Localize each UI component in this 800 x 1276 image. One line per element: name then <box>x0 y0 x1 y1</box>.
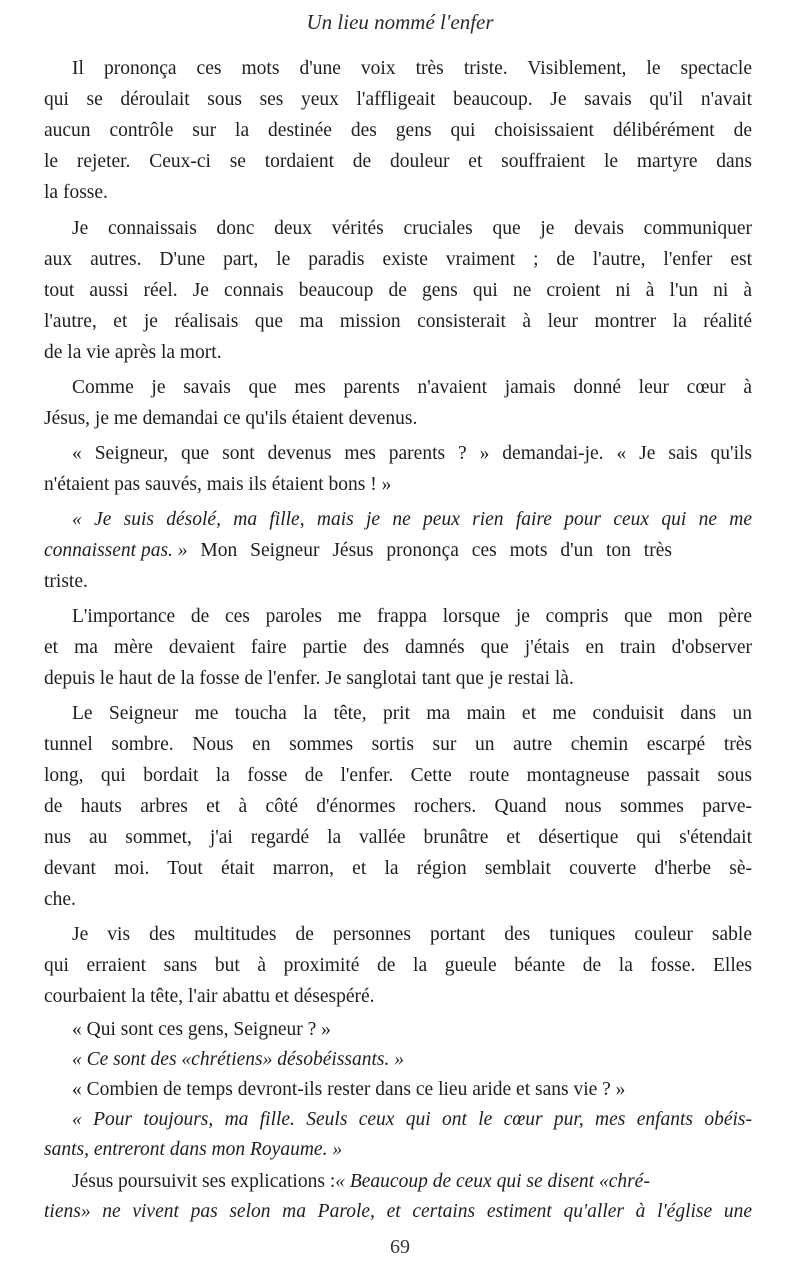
text-line: « Ce sont des «chrétiens» désobéissants. » <box>72 1049 405 1070</box>
page-number: 69 <box>390 1236 410 1258</box>
text-line: sants, entreront dans mon Royaume. » <box>44 1139 343 1160</box>
text-line: de la vie après la mort. <box>44 342 222 363</box>
text-line: qui erraient sans but à proximité de la gueule béante de la fosse. Elles <box>44 955 752 976</box>
text-line: triste. <box>44 571 88 592</box>
text-line: Le Seigneur me toucha la tête, prit ma main et me conduisit dans un <box>72 703 752 724</box>
text-line: l'autre, et je réalisais que ma mission consisterait à leur montrer la réalité <box>44 311 752 332</box>
text-span-italic: « Beaucoup de ceux qui se disent «chré- <box>335 1171 650 1192</box>
text-span-italic: connaissent pas. » <box>44 540 188 561</box>
text-line: « Combien de temps devront-ils rester dans ce lieu aride et sans vie ? » <box>72 1079 626 1100</box>
text-line: n'étaient pas sauvés, mais ils étaient bons ! » <box>44 474 392 495</box>
text-line: de hauts arbres et à côté d'énormes rochers. Quand nous sommes parve- <box>44 796 752 817</box>
text-line: Il prononça ces mots d'une voix très triste. Visiblement, le spectacle <box>72 58 752 79</box>
text-line: « Qui sont ces gens, Seigneur ? » <box>72 1019 331 1040</box>
text-line: Je vis des multitudes de personnes portant des tuniques couleur sable <box>72 924 752 945</box>
text-line: « Pour toujours, ma fille. Seuls ceux qui ont le cœur pur, mes enfants obéis- <box>72 1109 752 1130</box>
text-line: la fosse. <box>44 182 108 203</box>
text-line: courbaient la tête, l'air abattu et désespéré. <box>44 986 375 1007</box>
text-line: tunnel sombre. Nous en sommes sortis sur un autre chemin escarpé très <box>44 734 752 755</box>
text-line: Je connaissais donc deux vérités cruciales que je devais communiquer <box>72 218 752 239</box>
text-line: tout aussi réel. Je connais beaucoup de gens qui ne croient ni à l'un ni à <box>44 280 752 301</box>
text-line: L'importance de ces paroles me frappa lorsque je compris que mon père <box>72 606 752 627</box>
text-line <box>72 1168 752 1195</box>
running-header: Un lieu nommé l'enfer <box>306 10 494 34</box>
text-span: Jésus poursuivit ses explications : <box>72 1171 336 1192</box>
text-line: aux autres. D'une part, le paradis existe vraiment ; de l'autre, l'enfer est <box>44 249 752 270</box>
text-line <box>44 537 752 564</box>
text-line: « Je suis désolé, ma fille, mais je ne peux rien faire pour ceux qui ne me <box>72 509 752 530</box>
text-line: che. <box>44 889 76 910</box>
text-line: Jésus, je me demandai ce qu'ils étaient devenus. <box>44 408 418 429</box>
text-line: aucun contrôle sur la destinée des gens qui choisissaient délibérément de <box>44 120 752 141</box>
text-line: et ma mère devaient faire partie des damnés que j'étais en train d'observer <box>44 637 752 658</box>
text-line: qui se déroulait sous ses yeux l'affligeait beaucoup. Je savais qu'il n'avait <box>44 89 752 110</box>
text-line: Comme je savais que mes parents n'avaient jamais donné leur cœur à <box>72 377 752 398</box>
text-line: tiens» ne vivent pas selon ma Parole, et certains estiment qu'aller à l'église une <box>44 1201 752 1222</box>
text-line: « Seigneur, que sont devenus mes parents ? » demandai-je. « Je sais qu'ils <box>72 443 752 464</box>
text-line: devant moi. Tout était marron, et la région semblait couverte d'herbe sè- <box>44 858 752 879</box>
text-line: long, qui bordait la fosse de l'enfer. Cette route montagneuse passait sous <box>44 765 752 786</box>
text-line: nus au sommet, j'ai regardé la vallée brunâtre et désertique qui s'étendait <box>44 827 752 848</box>
text-line: depuis le haut de la fosse de l'enfer. Je sanglotai tant que je restai là. <box>44 668 574 689</box>
text-span: Mon Seigneur Jésus prononça ces mots d'un ton très <box>187 540 672 561</box>
text-line: le rejeter. Ceux-ci se tordaient de douleur et souffraient le martyre dans <box>44 151 752 172</box>
